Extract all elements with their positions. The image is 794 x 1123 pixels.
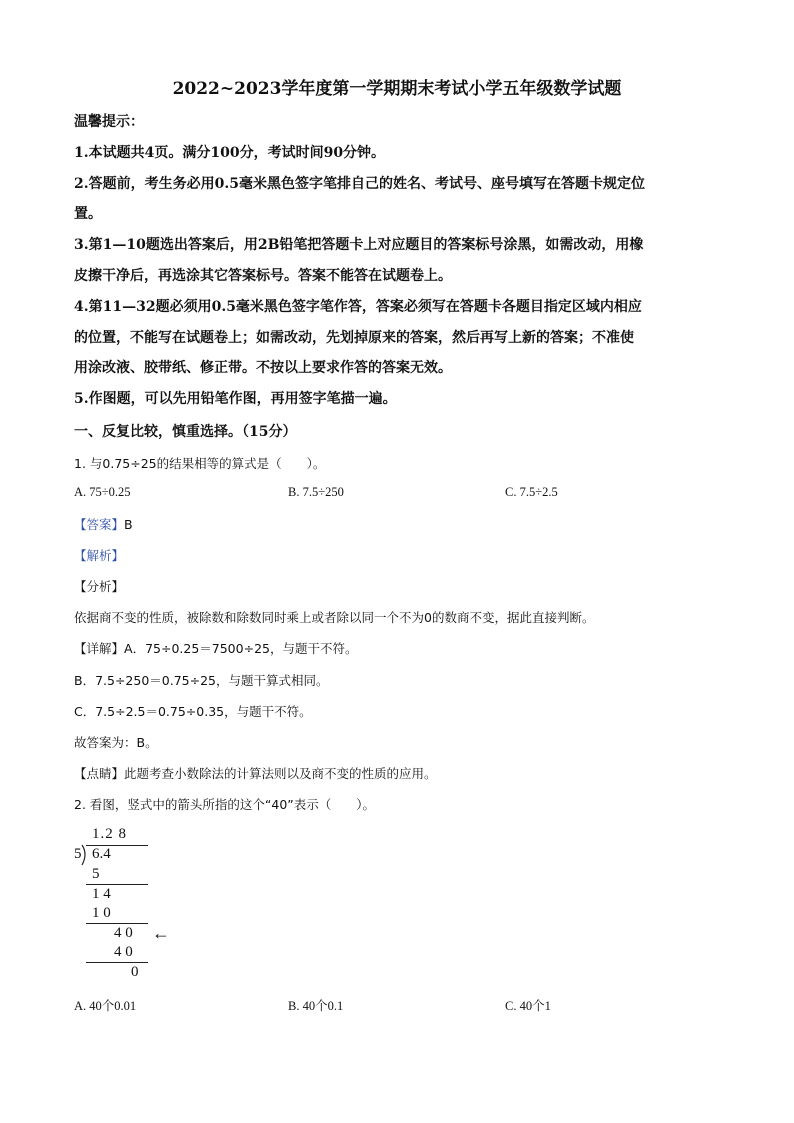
notice-line: 置。	[74, 206, 102, 222]
detail-b: B．7.5÷250＝0.75÷25，与题干算式相同。	[74, 673, 329, 688]
division-step-5: 4 0	[114, 944, 133, 960]
detail-tag: 【详解】	[74, 641, 125, 656]
arrow-left-icon: ←	[152, 923, 170, 943]
division-rule	[86, 962, 148, 963]
section-heading: 一、反复比较，慎重选择。（15分）	[74, 424, 297, 440]
page-title: 2022~2023学年度第一学期期末考试小学五年级数学试题	[172, 79, 622, 99]
dianjing-text: 此题考查小数除法的计算法则以及商不变的性质的应用。	[124, 766, 437, 781]
division-quotient: 1.2 8	[92, 826, 127, 842]
q1-option-c: C. 7.5÷2.5	[505, 485, 558, 499]
q1-option-b: B. 7.5÷250	[288, 485, 344, 499]
detail-a: A．75÷0.25＝7500÷25，与题干不符。	[124, 641, 358, 656]
division-bracket-curve	[81, 844, 89, 866]
notice-line: 3.第1—10题选出答案后，用2B铅笔把答题卡上对应题目的答案标号涂黑，如需改动，用橡	[74, 237, 644, 253]
q1-option-a: A. 75÷0.25	[74, 485, 131, 499]
dianjing-tag: 【点睛】	[74, 766, 125, 781]
fenxi-text: 依据商不变的性质，被除数和除数同时乘上或者除以同一个不为0的数商不变，据此直接判断。	[74, 610, 595, 625]
notice-line: 2.答题前，考生务必用0.5毫米黑色签字笔排自己的姓名、考试号、座号填写在答题卡规定位	[74, 176, 645, 192]
question-2-stem: 2. 看图，竖式中的箭头所指的这个“40”表示（ ）。	[74, 797, 376, 812]
division-step-3: 1 0	[92, 905, 111, 921]
division-dividend: 6.4	[92, 846, 111, 862]
detail-line	[74, 639, 357, 657]
fenxi-tag: 【分析】	[74, 579, 125, 594]
notice-line: 用涂改液、胶带纸、修正带。不按以上要求作答的答案无效。	[74, 360, 452, 376]
answer-line	[74, 515, 133, 533]
division-step-4: 4 0	[114, 925, 133, 941]
q2-option-b: B. 40个0.1	[288, 999, 344, 1013]
answer-tag: 【答案】	[74, 517, 125, 532]
division-step-1: 5	[92, 866, 100, 882]
q2-option-c: C. 40个1	[505, 999, 551, 1013]
question-1-stem: 1. 与0.75÷25的结果相等的算式是（ ）。	[74, 456, 326, 471]
dianjing-line	[74, 764, 437, 782]
notice-heading: 温馨提示：	[74, 114, 144, 130]
answer-value: B	[124, 517, 133, 532]
division-rule	[86, 884, 148, 885]
detail-c: C．7.5÷2.5＝0.75÷0.35，与题干不符。	[74, 704, 312, 719]
division-rule	[86, 923, 148, 924]
notice-line: 1.本试题共4页。满分100分，考试时间90分钟。	[74, 145, 386, 161]
division-divisor: 5	[74, 846, 82, 862]
notice-line: 的位置，不能写在试题卷上；如需改动，先划掉原来的答案，然后再写上新的答案；不准使	[74, 330, 634, 346]
notice-line: 4.第11—32题必须用0.5毫米黑色签字笔作答，答案必须写在答题卡各题目指定区域内相应	[74, 299, 642, 315]
q2-option-a: A. 40个0.01	[74, 999, 137, 1013]
notice-line: 皮擦干净后，再选涂其它答案标号。答案不能答在试题卷上。	[74, 268, 452, 284]
conclusion: 故答案为：B。	[74, 735, 158, 750]
division-step-2: 1 4	[92, 886, 111, 902]
division-remainder: 0	[131, 964, 139, 980]
analysis-tag: 【解析】	[74, 548, 125, 563]
notice-line: 5.作图题，可以先用铅笔作图，再用签字笔描一遍。	[74, 391, 397, 407]
